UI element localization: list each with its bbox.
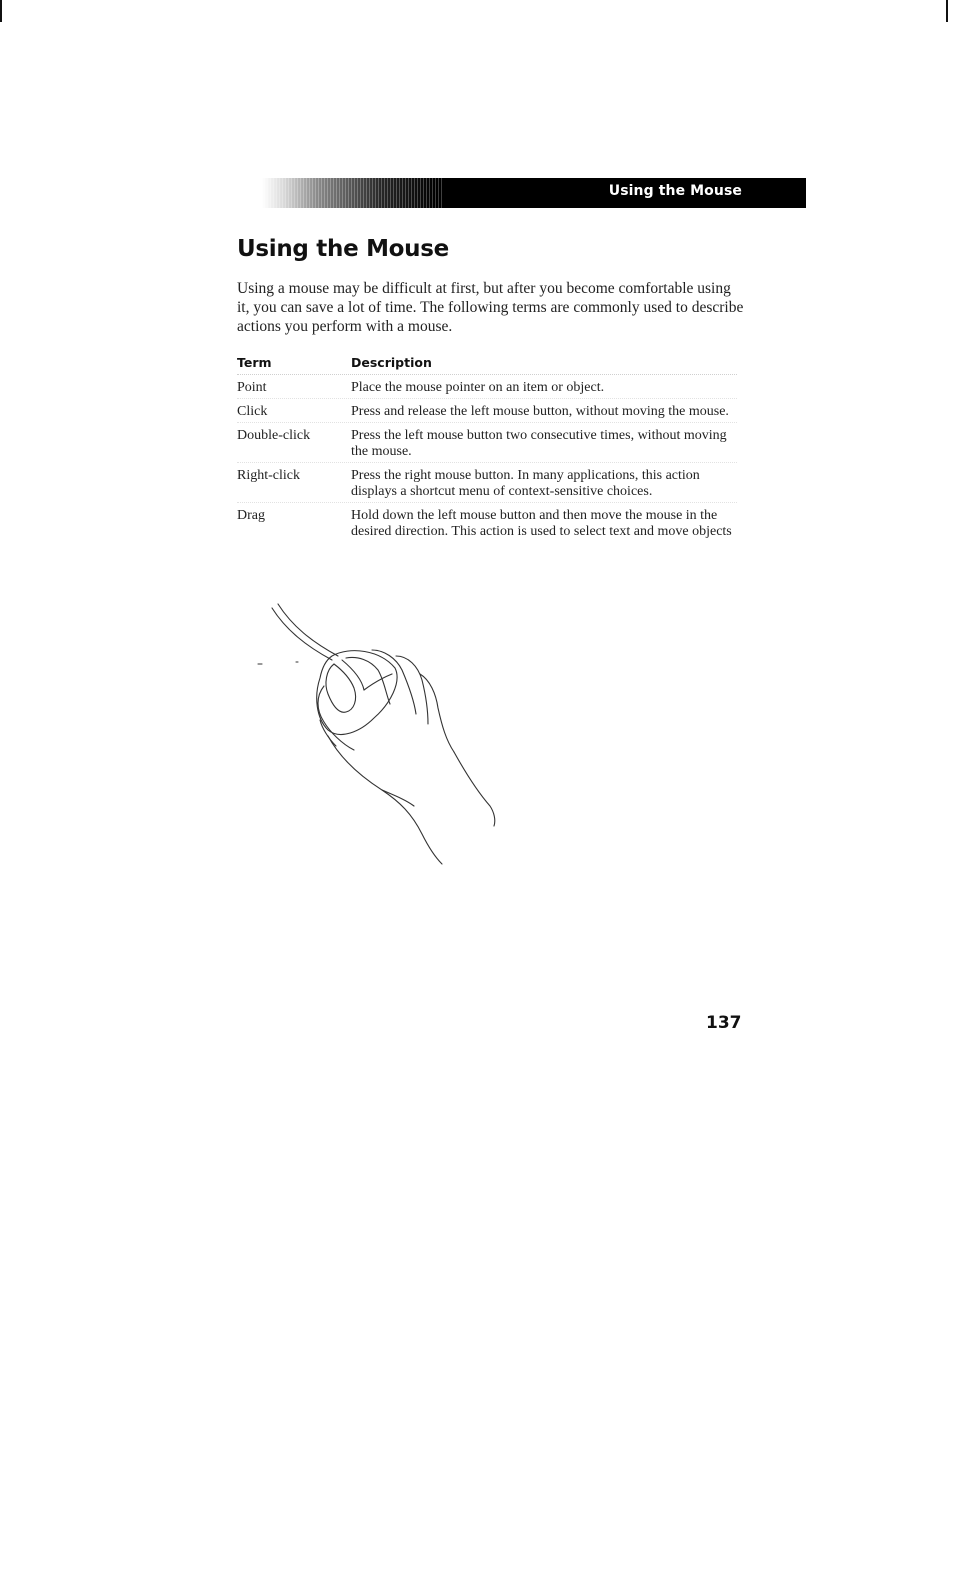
scan-edge-mark-left — [0, 0, 2, 22]
page-number: 137 — [706, 1013, 742, 1033]
table-row — [237, 423, 737, 463]
column-header-term: Term — [237, 355, 272, 370]
term-cell: Right-click — [237, 468, 300, 483]
table-row — [237, 399, 737, 423]
description-cell: Press the right mouse button. In many applications, this action displays a shortcut menu of context-sensitive choices. — [351, 468, 700, 499]
column-header-description: Description — [351, 355, 432, 370]
scan-edge-mark-right — [946, 0, 948, 22]
table-row — [237, 463, 737, 503]
table-row — [237, 375, 737, 399]
intro-paragraph: Using a mouse may be difficult at first, but after you become comfortable using it, you can save a lot of time. The following terms are commonly used to describe actions you perform with a mouse. — [237, 280, 744, 335]
running-header-bar — [262, 178, 806, 208]
term-cell: Double-click — [237, 428, 311, 443]
page-title: Using the Mouse — [237, 236, 449, 262]
term-cell: Point — [237, 380, 267, 395]
mouse-terms-table — [237, 355, 737, 542]
description-cell: Hold down the left mouse button and then move the mouse in the desired direction. This action is used to select text and move objects — [351, 508, 732, 539]
table-row — [237, 503, 737, 542]
description-cell: Press and release the left mouse button, without moving the mouse. — [351, 404, 729, 419]
hand-on-mouse-illustration — [250, 600, 510, 870]
running-header-title: Using the Mouse — [608, 183, 742, 199]
term-cell: Click — [237, 404, 268, 419]
table-header-row — [237, 355, 737, 375]
term-cell: Drag — [237, 508, 265, 523]
description-cell: Press the left mouse button two consecutive times, without moving the mouse. — [351, 428, 727, 459]
description-cell: Place the mouse pointer on an item or object. — [351, 380, 605, 395]
